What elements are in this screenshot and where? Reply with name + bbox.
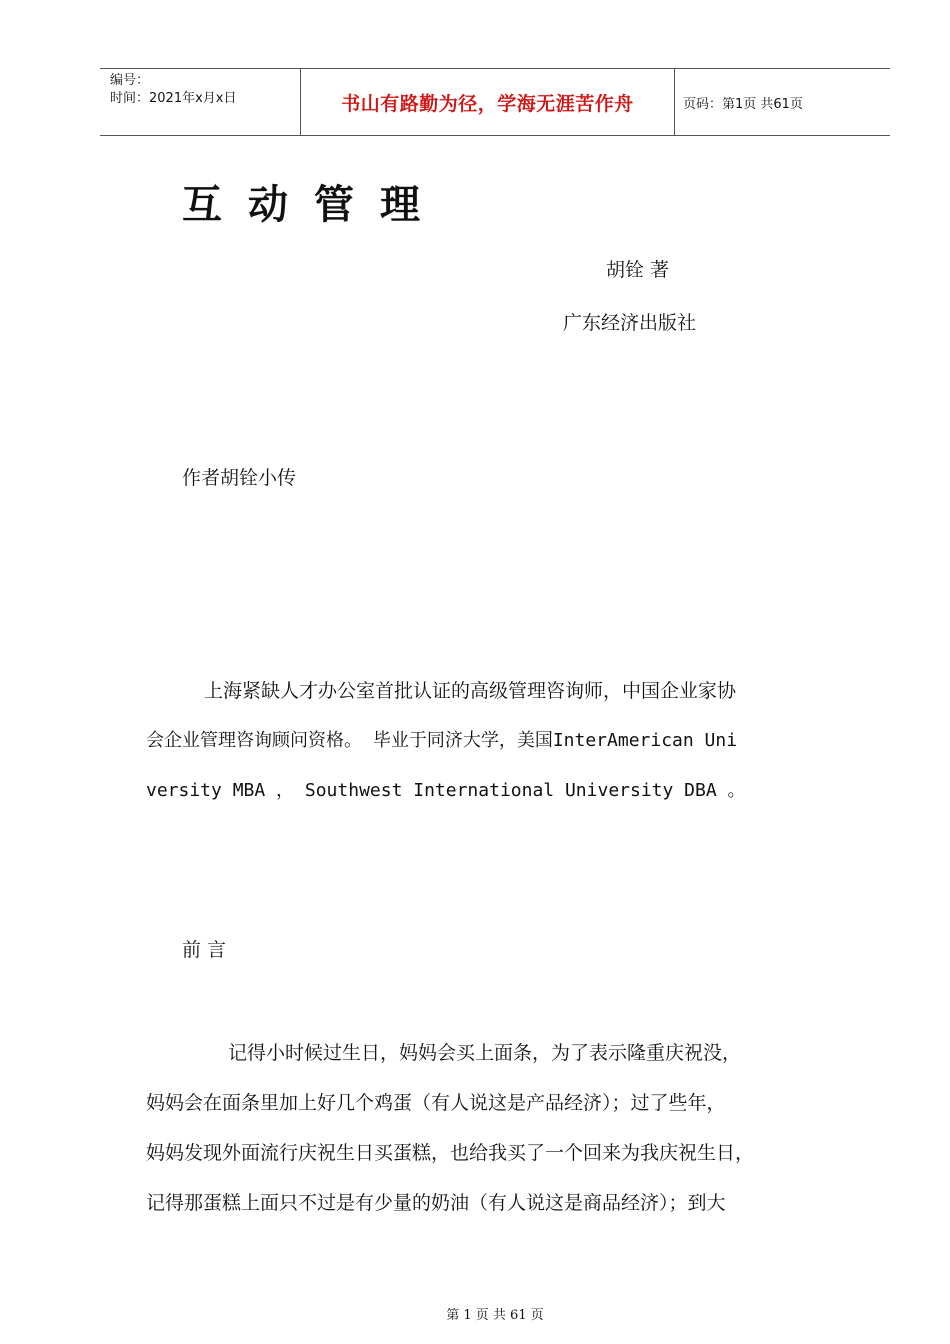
author-line: 胡铨 著 [606, 259, 670, 281]
preface-line: 妈妈会在面条里加上好几个鸡蛋（有人说这是产品经济）；过了些年， [146, 1092, 726, 1114]
bio-line: versity MBA ， Southwest International University DBA 。 [146, 780, 746, 801]
header-time-label: 时间：2021年x月x日 [110, 91, 237, 106]
header-motto: 书山有路勤为径，学海无涯苦作舟 [341, 92, 634, 115]
preface-heading: 前 言 [182, 939, 227, 961]
header-meta-cell [100, 69, 301, 135]
preface-paragraph [146, 1028, 846, 1228]
header-motto-cell [301, 69, 675, 135]
preface-line: 记得那蛋糕上面只不过是有少量的奶油（有人说这是商品经济）；到大 [146, 1192, 726, 1214]
document-header [100, 68, 890, 136]
bio-line: 会企业管理咨询顾问资格。 毕业于同济大学，美国InterAmerican Uni [146, 730, 738, 751]
preface-line: 记得小时候过生日，妈妈会买上面条，为了表示隆重庆祝没， [228, 1042, 742, 1064]
header-page-cell [675, 69, 890, 135]
publisher-line: 广东经济出版社 [563, 312, 697, 334]
bio-line: 上海紧缺人才办公室首批认证的高级管理咨询师，中国企业家协 [204, 680, 737, 702]
document-title: 互动管理 [182, 182, 446, 228]
header-number-label: 编号： [110, 73, 150, 88]
header-page-label: 页码：第1页 共61页 [683, 96, 803, 112]
bio-paragraph [146, 666, 846, 816]
bio-heading: 作者胡铨小传 [182, 467, 297, 489]
preface-line: 妈妈发现外面流行庆祝生日买蛋糕，也给我买了一个回来为我庆祝生日， [146, 1142, 755, 1164]
page-footer: 第 1 页 共 61 页 [446, 1308, 544, 1323]
